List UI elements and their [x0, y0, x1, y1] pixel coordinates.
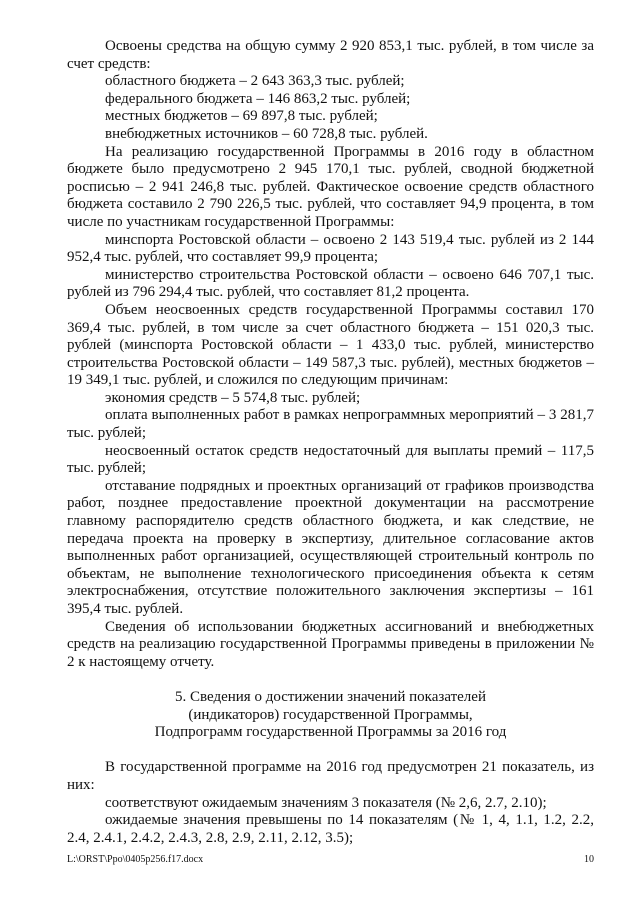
paragraph-minsport: минспорта Ростовской области – освоено 2 143 519,4 тыс. рублей из 2 144 952,4 тыс. рублей, что составляет 99,9 процента; [67, 231, 594, 266]
paragraph-program-2016: На реализацию государственной Программы в 2016 году в областном бюджете было предусмотрено 2 945 170,1 тыс. рублей, сводной бюджетной росписью – 2 941 246,8 тыс. рублей. Фактическое освоение средств областного бюджета составило 2 790 226,5 тыс. рублей, что составляет 94,9 процента, в том числе по участникам государственной Программы: [67, 143, 594, 230]
section-heading-line: 5. Сведения о достижении значений показателей [175, 688, 486, 705]
paragraph-regional-budget: областного бюджета – 2 643 363,3 тыс. рублей; [105, 73, 405, 90]
section-heading-line: (индикаторов) государственной Программы, [188, 706, 473, 723]
paragraph-bonus-balance: неосвоенный остаток средств недостаточный для выплаты премий – 117,5 тыс. рублей; [67, 442, 594, 477]
section-heading-line: Подпрограмм государственной Программы за 2016 год [154, 724, 507, 741]
paragraph-appendix-reference: Сведения об использовании бюджетных ассигнований и внебюджетных средств на реализацию государственной Программы приведены в приложении № 2 к настоящему отчету. [67, 618, 594, 670]
paragraph-unspent-funds: Объем неосвоенных средств государственной Программы составил 170 369,4 тыс. рублей, в том числе за счет областного бюджета – 151 020,3 тыс. рублей (минспорта Ростовской области – 1 433,0 тыс. рублей, министерство строительства Ростовской области – 149 587,3 тыс. рублей), местных бюджетов – 19 349,1 тыс. рублей, и сложился по следующим причинам: [67, 301, 594, 389]
paragraph-federal-budget: федерального бюджета – 146 863,2 тыс. рублей; [105, 90, 411, 107]
section-heading [67, 689, 594, 742]
paragraph-ministry-construction: министерство строительства Ростовской области – освоено 646 707,1 тыс. рублей из 796 294,4 тыс. рублей, что составляет 81,2 процента. [67, 266, 594, 301]
paragraph-local-budgets: местных бюджетов – 69 897,8 тыс. рублей; [105, 108, 378, 125]
page-number: 10 [584, 854, 594, 865]
paragraph-savings: экономия средств – 5 574,8 тыс. рублей; [105, 389, 361, 406]
spacer [67, 671, 594, 689]
spacer [67, 742, 594, 760]
footer-file-path: L:\ORST\Ppo\0405p256.f17.docx [67, 854, 204, 865]
paragraph-nonprogram-payment: оплата выполненных работ в рамках непрограммных мероприятий – 3 281,7 тыс. рублей; [67, 407, 594, 442]
document-body [67, 38, 594, 847]
paragraph-extrabudgetary: внебюджетных источников – 60 728,8 тыс. рублей. [105, 125, 428, 142]
paragraph-indicators-count: В государственной программе на 2016 год предусмотрен 21 показатель, из них: [67, 759, 594, 793]
paragraph-contractor-delays: отставание подрядных и проектных организаций от графиков производства работ, позднее предоставление проектной документации на рассмотрение главному распорядителю средств областного бюджета, и как следствие, не передача проекта на проверку в экспертизу, длительное согласование актов выполненных работ организацией, осуществляющей строительный контроль по объектам, не выполнение технологического присоединения объекта к сетям электроснабжения, отсутствие положительного заключения экспертизы – 161 395,4 тыс. рублей. [67, 477, 594, 617]
paragraph-funds-total: Освоены средства на общую сумму 2 920 853,1 тыс. рублей, в том числе за счет средств: [67, 38, 594, 72]
paragraph-indicators-exceeded: ожидаемые значения превышены по 14 показателям (№ 1, 4, 1.1, 1.2, 2.2, 2.4, 2.4.1, 2.4.2, 2.4.3, 2.8, 2.9, 2.11, 2.12, 3.5); [67, 812, 594, 846]
paragraph-indicators-met: соответствуют ожидаемым значениям 3 показателя (№ 2,6, 2.7, 2.10); [105, 794, 547, 811]
